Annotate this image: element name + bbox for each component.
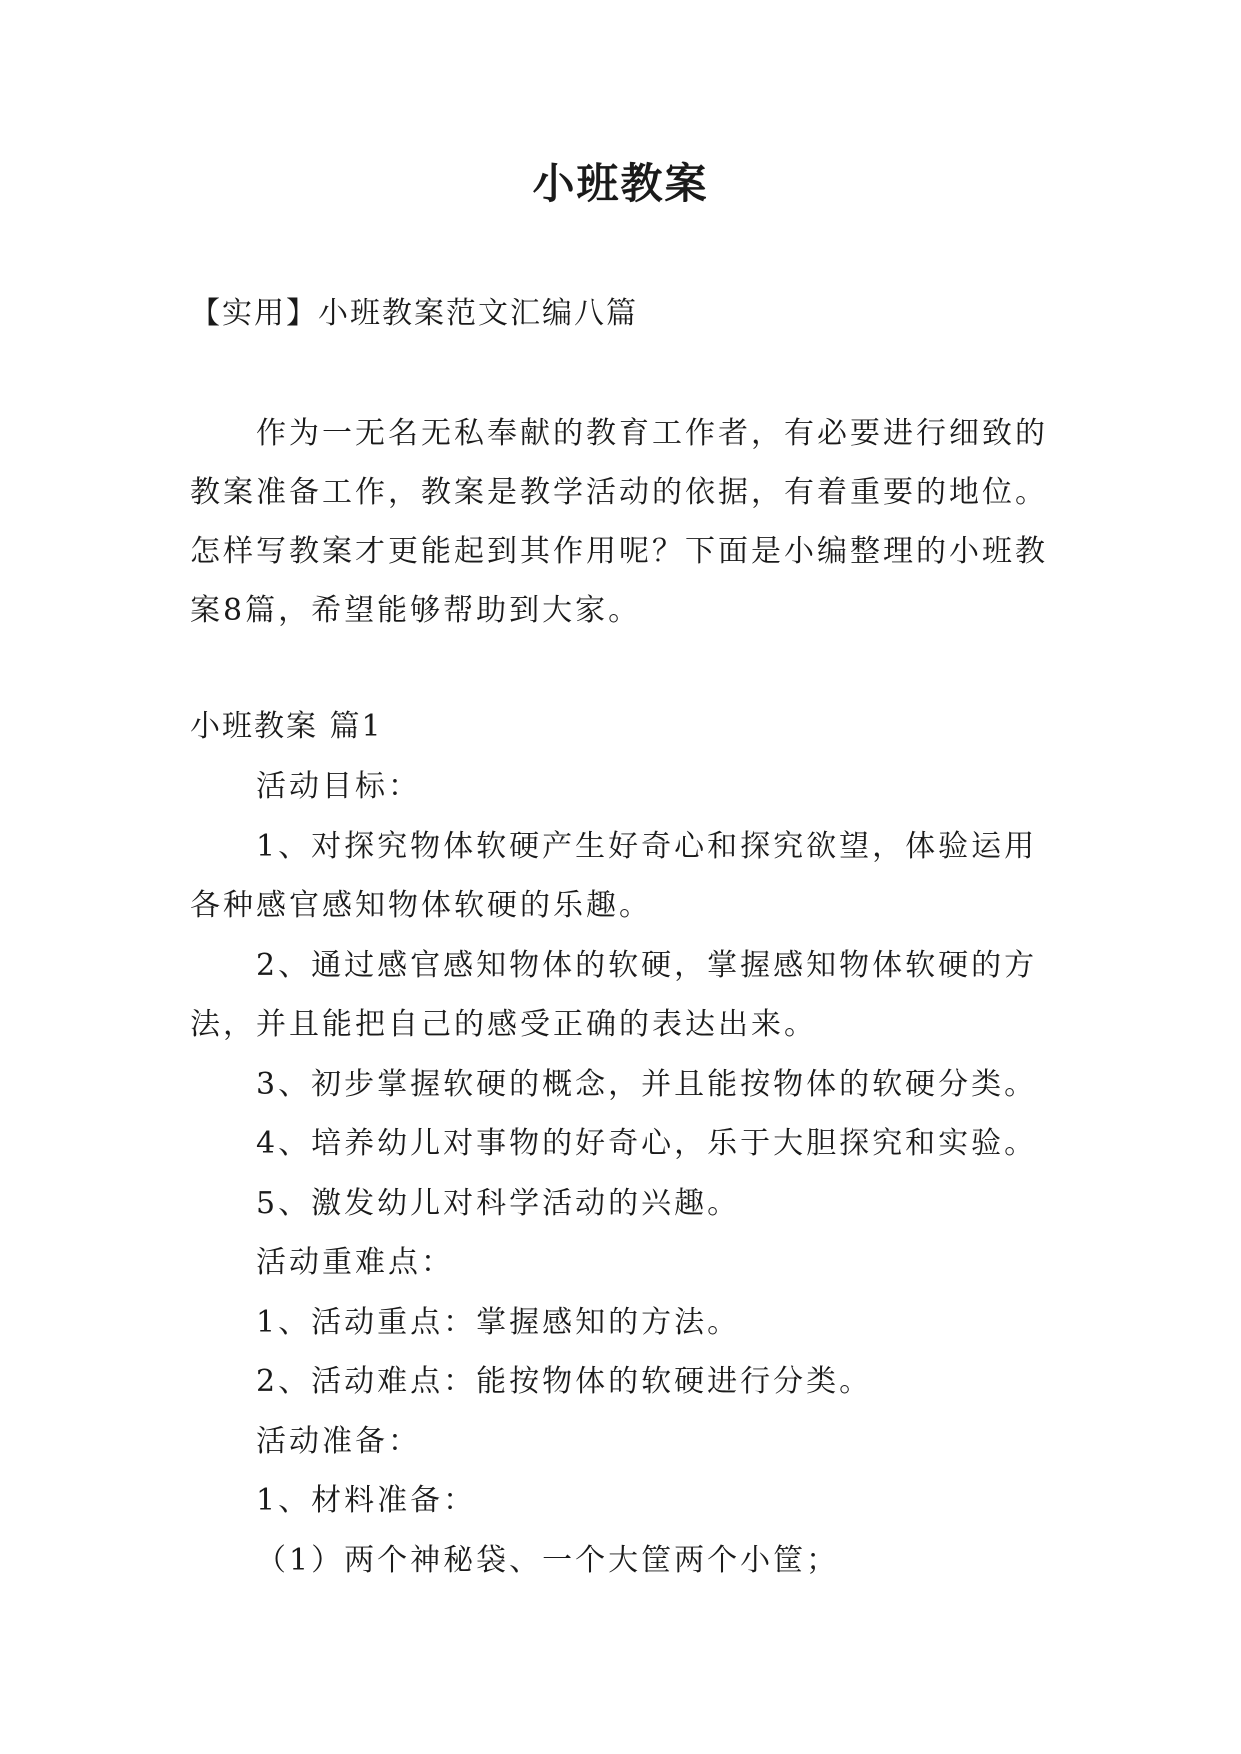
goal-item-5: 5、激发幼儿对科学活动的兴趣。 xyxy=(256,1185,741,1221)
heading-key-points: 活动重难点： xyxy=(256,1245,454,1280)
goal-item-4: 4、培养幼儿对事物的好奇心，乐于大胆探究和实验。 xyxy=(256,1126,1038,1161)
key-point-item-1: 1、活动重点：掌握感知的方法。 xyxy=(256,1304,741,1340)
goal-item-3: 3、初步掌握软硬的概念，并且能按物体的软硬分类。 xyxy=(256,1066,1038,1102)
preparation-subitem-1: （1）两个神秘袋、一个大筐两个小筐； xyxy=(256,1542,840,1578)
document-title: 小班教案 xyxy=(532,159,709,208)
heading-activity-goals: 活动目标： xyxy=(256,769,421,804)
document-subtitle: 【实用】小班教案范文汇编八篇 xyxy=(190,296,638,331)
goal-item-2: 2、通过感官感知物体的软硬，掌握感知物体软硬的方法，并且能把自己的感受正确的表达出来。 xyxy=(190,947,1038,1042)
goal-item-1: 1、对探究物体软硬产生好奇心和探究欲望，体验运用各种感官感知物体软硬的乐趣。 xyxy=(190,828,1038,923)
section-title: 小班教案 篇1 xyxy=(190,709,383,744)
key-point-item-2: 2、活动难点：能按物体的软硬进行分类。 xyxy=(256,1364,873,1399)
heading-preparation: 活动准备： xyxy=(256,1423,421,1459)
intro-paragraph: 作为一无名无私奉献的教育工作者，有必要进行细致的教案准备工作，教案是教学活动的依据，有着重要的地位。怎样写教案才更能起到其作用呢？下面是小编整理的小班教案8篇，希望能够帮助到大家。 xyxy=(190,416,1048,628)
section-1 xyxy=(190,697,1050,1590)
preparation-item-1: 1、材料准备： xyxy=(256,1483,477,1518)
